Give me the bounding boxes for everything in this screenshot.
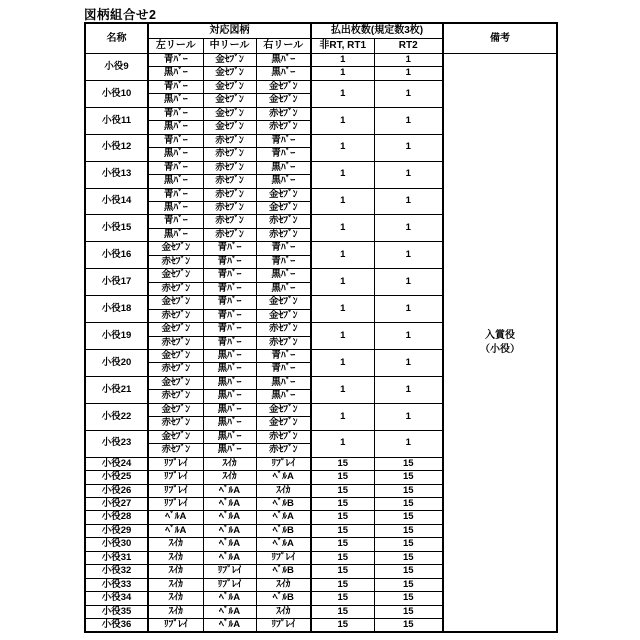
left-reel-symbol-cell: 黒ﾊﾞｰ bbox=[148, 201, 203, 214]
middle-reel-symbol-cell: ｽｲｶ bbox=[203, 471, 256, 484]
role-name-cell: 小役16 bbox=[85, 242, 148, 269]
right-reel-symbol-cell: 赤ｾﾌﾞﾝ bbox=[256, 444, 311, 457]
right-reel-symbol-cell: ﾍﾞﾙA bbox=[256, 511, 311, 524]
role-name-cell: 小役17 bbox=[85, 269, 148, 296]
middle-reel-symbol-cell: 黒ﾊﾞｰ bbox=[203, 430, 256, 443]
role-name-cell: 小役15 bbox=[85, 215, 148, 242]
right-reel-symbol-cell: ｽｲｶ bbox=[256, 578, 311, 591]
right-reel-symbol-cell: 赤ｾﾌﾞﾝ bbox=[256, 228, 311, 241]
payout-rt2-cell: 15 bbox=[374, 511, 443, 524]
column-header-right-reel: 右リール bbox=[256, 39, 311, 54]
left-reel-symbol-cell: 青ﾊﾞｰ bbox=[148, 80, 203, 93]
right-reel-symbol-cell: ﾍﾞﾙB bbox=[256, 497, 311, 510]
left-reel-symbol-cell: 金ｾﾌﾞﾝ bbox=[148, 403, 203, 416]
payout-rt2-cell: 1 bbox=[374, 376, 443, 403]
right-reel-symbol-cell: 青ﾊﾞｰ bbox=[256, 363, 311, 376]
left-reel-symbol-cell: ﾘﾌﾟﾚｲ bbox=[148, 457, 203, 470]
middle-reel-symbol-cell: 赤ｾﾌﾞﾝ bbox=[203, 175, 256, 188]
payout-non-rt-rt1-cell: 15 bbox=[311, 578, 374, 591]
right-reel-symbol-cell: ﾘﾌﾟﾚｲ bbox=[256, 551, 311, 564]
middle-reel-symbol-cell: ﾘﾌﾟﾚｲ bbox=[203, 565, 256, 578]
left-reel-symbol-cell: 金ｾﾌﾞﾝ bbox=[148, 296, 203, 309]
payout-non-rt-rt1-cell: 1 bbox=[311, 215, 374, 242]
left-reel-symbol-cell: ｽｲｶ bbox=[148, 551, 203, 564]
payout-non-rt-rt1-cell: 15 bbox=[311, 497, 374, 510]
right-reel-symbol-cell: 金ｾﾌﾞﾝ bbox=[256, 403, 311, 416]
right-reel-symbol-cell: ﾍﾞﾙA bbox=[256, 538, 311, 551]
role-name-cell: 小役18 bbox=[85, 296, 148, 323]
right-reel-symbol-cell: 黒ﾊﾞｰ bbox=[256, 161, 311, 174]
payout-rt2-cell: 1 bbox=[374, 67, 443, 80]
middle-reel-symbol-cell: ﾍﾞﾙA bbox=[203, 497, 256, 510]
right-reel-symbol-cell: 赤ｾﾌﾞﾝ bbox=[256, 121, 311, 134]
payout-rt2-cell: 15 bbox=[374, 457, 443, 470]
middle-reel-symbol-cell: 赤ｾﾌﾞﾝ bbox=[203, 201, 256, 214]
payout-rt2-cell: 15 bbox=[374, 605, 443, 618]
left-reel-symbol-cell: ｽｲｶ bbox=[148, 565, 203, 578]
right-reel-symbol-cell: 黒ﾊﾞｰ bbox=[256, 376, 311, 389]
column-header-payout-non-rt-rt1: 非RT, RT1 bbox=[311, 39, 374, 54]
left-reel-symbol-cell: 赤ｾﾌﾞﾝ bbox=[148, 363, 203, 376]
role-name-cell: 小役21 bbox=[85, 376, 148, 403]
payout-rt2-cell: 15 bbox=[374, 619, 443, 633]
combination-table-body bbox=[85, 54, 557, 633]
table-header bbox=[85, 23, 557, 54]
middle-reel-symbol-cell: ﾍﾞﾙA bbox=[203, 551, 256, 564]
left-reel-symbol-cell: 黒ﾊﾞｰ bbox=[148, 148, 203, 161]
right-reel-symbol-cell: 赤ｾﾌﾞﾝ bbox=[256, 430, 311, 443]
right-reel-symbol-cell: ﾍﾞﾙB bbox=[256, 592, 311, 605]
right-reel-symbol-cell: 青ﾊﾞｰ bbox=[256, 242, 311, 255]
middle-reel-symbol-cell: 青ﾊﾞｰ bbox=[203, 309, 256, 322]
payout-non-rt-rt1-cell: 1 bbox=[311, 107, 374, 134]
left-reel-symbol-cell: 黒ﾊﾞｰ bbox=[148, 67, 203, 80]
right-reel-symbol-cell: 金ｾﾌﾞﾝ bbox=[256, 188, 311, 201]
payout-non-rt-rt1-cell: 1 bbox=[311, 349, 374, 376]
left-reel-symbol-cell: 青ﾊﾞｰ bbox=[148, 54, 203, 67]
right-reel-symbol-cell: 黒ﾊﾞｰ bbox=[256, 390, 311, 403]
middle-reel-symbol-cell: ﾍﾞﾙA bbox=[203, 511, 256, 524]
left-reel-symbol-cell: 赤ｾﾌﾞﾝ bbox=[148, 309, 203, 322]
middle-reel-symbol-cell: 黒ﾊﾞｰ bbox=[203, 417, 256, 430]
left-reel-symbol-cell: 赤ｾﾌﾞﾝ bbox=[148, 417, 203, 430]
payout-non-rt-rt1-cell: 15 bbox=[311, 511, 374, 524]
left-reel-symbol-cell: 青ﾊﾞｰ bbox=[148, 215, 203, 228]
payout-rt2-cell: 1 bbox=[374, 269, 443, 296]
left-reel-symbol-cell: 金ｾﾌﾞﾝ bbox=[148, 242, 203, 255]
remarks-line: 入賞役 bbox=[485, 329, 516, 341]
middle-reel-symbol-cell: 赤ｾﾌﾞﾝ bbox=[203, 188, 256, 201]
right-reel-symbol-cell: 金ｾﾌﾞﾝ bbox=[256, 80, 311, 93]
role-name-cell: 小役31 bbox=[85, 551, 148, 564]
role-name-cell: 小役35 bbox=[85, 605, 148, 618]
right-reel-symbol-cell: 赤ｾﾌﾞﾝ bbox=[256, 215, 311, 228]
middle-reel-symbol-cell: 黒ﾊﾞｰ bbox=[203, 444, 256, 457]
middle-reel-symbol-cell: 黒ﾊﾞｰ bbox=[203, 376, 256, 389]
payout-non-rt-rt1-cell: 1 bbox=[311, 54, 374, 67]
middle-reel-symbol-cell: 青ﾊﾞｰ bbox=[203, 296, 256, 309]
middle-reel-symbol-cell: 黒ﾊﾞｰ bbox=[203, 390, 256, 403]
middle-reel-symbol-cell: 金ｾﾌﾞﾝ bbox=[203, 94, 256, 107]
payout-non-rt-rt1-cell: 1 bbox=[311, 242, 374, 269]
left-reel-symbol-cell: 黒ﾊﾞｰ bbox=[148, 175, 203, 188]
remarks-line: （小役） bbox=[480, 343, 521, 355]
symbol-combination-table bbox=[84, 22, 558, 633]
middle-reel-symbol-cell: 金ｾﾌﾞﾝ bbox=[203, 107, 256, 120]
payout-non-rt-rt1-cell: 1 bbox=[311, 323, 374, 350]
role-name-cell: 小役33 bbox=[85, 578, 148, 591]
middle-reel-symbol-cell: 青ﾊﾞｰ bbox=[203, 255, 256, 268]
left-reel-symbol-cell: ﾘﾌﾟﾚｲ bbox=[148, 471, 203, 484]
payout-rt2-cell: 15 bbox=[374, 484, 443, 497]
right-reel-symbol-cell: ｽｲｶ bbox=[256, 484, 311, 497]
payout-rt2-cell: 15 bbox=[374, 538, 443, 551]
middle-reel-symbol-cell: 赤ｾﾌﾞﾝ bbox=[203, 134, 256, 147]
role-name-cell: 小役10 bbox=[85, 80, 148, 107]
left-reel-symbol-cell: 金ｾﾌﾞﾝ bbox=[148, 323, 203, 336]
payout-non-rt-rt1-cell: 1 bbox=[311, 403, 374, 430]
left-reel-symbol-cell: ｽｲｶ bbox=[148, 578, 203, 591]
header-row-1 bbox=[85, 23, 557, 39]
payout-rt2-cell: 15 bbox=[374, 471, 443, 484]
right-reel-symbol-cell: 黒ﾊﾞｰ bbox=[256, 54, 311, 67]
payout-rt2-cell: 1 bbox=[374, 296, 443, 323]
payout-non-rt-rt1-cell: 15 bbox=[311, 484, 374, 497]
left-reel-symbol-cell: ｽｲｶ bbox=[148, 538, 203, 551]
right-reel-symbol-cell: 金ｾﾌﾞﾝ bbox=[256, 201, 311, 214]
payout-non-rt-rt1-cell: 15 bbox=[311, 592, 374, 605]
left-reel-symbol-cell: 黒ﾊﾞｰ bbox=[148, 228, 203, 241]
middle-reel-symbol-cell: 赤ｾﾌﾞﾝ bbox=[203, 148, 256, 161]
middle-reel-symbol-cell: 金ｾﾌﾞﾝ bbox=[203, 121, 256, 134]
right-reel-symbol-cell: 赤ｾﾌﾞﾝ bbox=[256, 336, 311, 349]
right-reel-symbol-cell: ﾍﾞﾙA bbox=[256, 471, 311, 484]
middle-reel-symbol-cell: 黒ﾊﾞｰ bbox=[203, 349, 256, 362]
payout-rt2-cell: 1 bbox=[374, 403, 443, 430]
left-reel-symbol-cell: ﾘﾌﾟﾚｲ bbox=[148, 619, 203, 633]
payout-non-rt-rt1-cell: 1 bbox=[311, 188, 374, 215]
column-header-middle-reel: 中リール bbox=[203, 39, 256, 54]
payout-non-rt-rt1-cell: 15 bbox=[311, 565, 374, 578]
middle-reel-symbol-cell: ﾍﾞﾙA bbox=[203, 619, 256, 633]
role-name-cell: 小役36 bbox=[85, 619, 148, 633]
payout-non-rt-rt1-cell: 15 bbox=[311, 551, 374, 564]
role-name-cell: 小役14 bbox=[85, 188, 148, 215]
payout-rt2-cell: 1 bbox=[374, 215, 443, 242]
column-header-left-reel: 左リール bbox=[148, 39, 203, 54]
left-reel-symbol-cell: ﾍﾞﾙA bbox=[148, 511, 203, 524]
right-reel-symbol-cell: ﾘﾌﾟﾚｲ bbox=[256, 619, 311, 633]
role-name-cell: 小役32 bbox=[85, 565, 148, 578]
right-reel-symbol-cell: 赤ｾﾌﾞﾝ bbox=[256, 323, 311, 336]
column-group-header-symbols: 対応図柄 bbox=[148, 23, 311, 39]
right-reel-symbol-cell: 黒ﾊﾞｰ bbox=[256, 269, 311, 282]
right-reel-symbol-cell: 青ﾊﾞｰ bbox=[256, 255, 311, 268]
payout-rt2-cell: 1 bbox=[374, 54, 443, 67]
payout-rt2-cell: 1 bbox=[374, 80, 443, 107]
role-name-cell: 小役12 bbox=[85, 134, 148, 161]
left-reel-symbol-cell: 金ｾﾌﾞﾝ bbox=[148, 430, 203, 443]
payout-rt2-cell: 1 bbox=[374, 242, 443, 269]
right-reel-symbol-cell: 黒ﾊﾞｰ bbox=[256, 67, 311, 80]
left-reel-symbol-cell: 金ｾﾌﾞﾝ bbox=[148, 349, 203, 362]
right-reel-symbol-cell: 黒ﾊﾞｰ bbox=[256, 282, 311, 295]
middle-reel-symbol-cell: 金ｾﾌﾞﾝ bbox=[203, 67, 256, 80]
role-name-cell: 小役11 bbox=[85, 107, 148, 134]
middle-reel-symbol-cell: 黒ﾊﾞｰ bbox=[203, 403, 256, 416]
middle-reel-symbol-cell: ﾍﾞﾙA bbox=[203, 605, 256, 618]
right-reel-symbol-cell: 黒ﾊﾞｰ bbox=[256, 175, 311, 188]
middle-reel-symbol-cell: 青ﾊﾞｰ bbox=[203, 336, 256, 349]
payout-non-rt-rt1-cell: 1 bbox=[311, 161, 374, 188]
role-name-cell: 小役30 bbox=[85, 538, 148, 551]
payout-rt2-cell: 15 bbox=[374, 524, 443, 537]
middle-reel-symbol-cell: ﾍﾞﾙA bbox=[203, 592, 256, 605]
right-reel-symbol-cell: ﾍﾞﾙB bbox=[256, 524, 311, 537]
payout-non-rt-rt1-cell: 15 bbox=[311, 538, 374, 551]
role-name-cell: 小役34 bbox=[85, 592, 148, 605]
middle-reel-symbol-cell: ｽｲｶ bbox=[203, 457, 256, 470]
right-reel-symbol-cell: 青ﾊﾞｰ bbox=[256, 148, 311, 161]
role-name-cell: 小役24 bbox=[85, 457, 148, 470]
left-reel-symbol-cell: 黒ﾊﾞｰ bbox=[148, 121, 203, 134]
payout-rt2-cell: 1 bbox=[374, 134, 443, 161]
left-reel-symbol-cell: 黒ﾊﾞｰ bbox=[148, 94, 203, 107]
right-reel-symbol-cell: 金ｾﾌﾞﾝ bbox=[256, 309, 311, 322]
middle-reel-symbol-cell: 青ﾊﾞｰ bbox=[203, 282, 256, 295]
left-reel-symbol-cell: 金ｾﾌﾞﾝ bbox=[148, 269, 203, 282]
role-name-cell: 小役20 bbox=[85, 349, 148, 376]
payout-rt2-cell: 15 bbox=[374, 578, 443, 591]
payout-rt2-cell: 15 bbox=[374, 592, 443, 605]
role-name-cell: 小役25 bbox=[85, 471, 148, 484]
column-group-header-payout: 払出枚数(規定数3枚) bbox=[311, 23, 443, 39]
payout-non-rt-rt1-cell: 15 bbox=[311, 524, 374, 537]
left-reel-symbol-cell: ﾍﾞﾙA bbox=[148, 524, 203, 537]
left-reel-symbol-cell: ﾘﾌﾟﾚｲ bbox=[148, 484, 203, 497]
left-reel-symbol-cell: 青ﾊﾞｰ bbox=[148, 134, 203, 147]
right-reel-symbol-cell: ｽｲｶ bbox=[256, 605, 311, 618]
payout-non-rt-rt1-cell: 1 bbox=[311, 430, 374, 457]
middle-reel-symbol-cell: 青ﾊﾞｰ bbox=[203, 323, 256, 336]
table-row bbox=[85, 54, 557, 67]
payout-non-rt-rt1-cell: 1 bbox=[311, 67, 374, 80]
payout-rt2-cell: 15 bbox=[374, 551, 443, 564]
middle-reel-symbol-cell: 黒ﾊﾞｰ bbox=[203, 363, 256, 376]
role-name-cell: 小役29 bbox=[85, 524, 148, 537]
middle-reel-symbol-cell: 青ﾊﾞｰ bbox=[203, 242, 256, 255]
role-name-cell: 小役27 bbox=[85, 497, 148, 510]
column-header-payout-rt2: RT2 bbox=[374, 39, 443, 54]
payout-non-rt-rt1-cell: 1 bbox=[311, 376, 374, 403]
left-reel-symbol-cell: 青ﾊﾞｰ bbox=[148, 161, 203, 174]
payout-rt2-cell: 1 bbox=[374, 430, 443, 457]
payout-rt2-cell: 1 bbox=[374, 107, 443, 134]
role-name-cell: 小役22 bbox=[85, 403, 148, 430]
middle-reel-symbol-cell: 青ﾊﾞｰ bbox=[203, 269, 256, 282]
left-reel-symbol-cell: 赤ｾﾌﾞﾝ bbox=[148, 255, 203, 268]
right-reel-symbol-cell: 赤ｾﾌﾞﾝ bbox=[256, 107, 311, 120]
left-reel-symbol-cell: 青ﾊﾞｰ bbox=[148, 188, 203, 201]
payout-non-rt-rt1-cell: 15 bbox=[311, 619, 374, 633]
right-reel-symbol-cell: 金ｾﾌﾞﾝ bbox=[256, 296, 311, 309]
payout-rt2-cell: 15 bbox=[374, 497, 443, 510]
left-reel-symbol-cell: 赤ｾﾌﾞﾝ bbox=[148, 336, 203, 349]
middle-reel-symbol-cell: 金ｾﾌﾞﾝ bbox=[203, 80, 256, 93]
role-name-cell: 小役26 bbox=[85, 484, 148, 497]
column-header-name: 名称 bbox=[85, 23, 148, 54]
right-reel-symbol-cell: ﾘﾌﾟﾚｲ bbox=[256, 457, 311, 470]
remarks-cell bbox=[443, 54, 557, 633]
left-reel-symbol-cell: ｽｲｶ bbox=[148, 592, 203, 605]
payout-rt2-cell: 1 bbox=[374, 349, 443, 376]
role-name-cell: 小役13 bbox=[85, 161, 148, 188]
left-reel-symbol-cell: 青ﾊﾞｰ bbox=[148, 107, 203, 120]
payout-non-rt-rt1-cell: 1 bbox=[311, 269, 374, 296]
middle-reel-symbol-cell: ﾘﾌﾟﾚｲ bbox=[203, 578, 256, 591]
role-name-cell: 小役23 bbox=[85, 430, 148, 457]
payout-rt2-cell: 1 bbox=[374, 323, 443, 350]
middle-reel-symbol-cell: 赤ｾﾌﾞﾝ bbox=[203, 228, 256, 241]
left-reel-symbol-cell: 赤ｾﾌﾞﾝ bbox=[148, 282, 203, 295]
payout-rt2-cell: 15 bbox=[374, 565, 443, 578]
column-header-remarks: 備考 bbox=[443, 23, 557, 54]
middle-reel-symbol-cell: ﾍﾞﾙA bbox=[203, 538, 256, 551]
payout-non-rt-rt1-cell: 15 bbox=[311, 457, 374, 470]
payout-non-rt-rt1-cell: 1 bbox=[311, 296, 374, 323]
payout-non-rt-rt1-cell: 1 bbox=[311, 80, 374, 107]
right-reel-symbol-cell: 青ﾊﾞｰ bbox=[256, 134, 311, 147]
middle-reel-symbol-cell: ﾍﾞﾙA bbox=[203, 524, 256, 537]
right-reel-symbol-cell: 金ｾﾌﾞﾝ bbox=[256, 94, 311, 107]
left-reel-symbol-cell: 赤ｾﾌﾞﾝ bbox=[148, 390, 203, 403]
middle-reel-symbol-cell: 赤ｾﾌﾞﾝ bbox=[203, 215, 256, 228]
left-reel-symbol-cell: 赤ｾﾌﾞﾝ bbox=[148, 444, 203, 457]
role-name-cell: 小役19 bbox=[85, 323, 148, 350]
payout-non-rt-rt1-cell: 15 bbox=[311, 471, 374, 484]
middle-reel-symbol-cell: 金ｾﾌﾞﾝ bbox=[203, 54, 256, 67]
page-title: 図柄組合せ2 bbox=[84, 8, 157, 22]
left-reel-symbol-cell: ﾘﾌﾟﾚｲ bbox=[148, 497, 203, 510]
left-reel-symbol-cell: 金ｾﾌﾞﾝ bbox=[148, 376, 203, 389]
right-reel-symbol-cell: 青ﾊﾞｰ bbox=[256, 349, 311, 362]
middle-reel-symbol-cell: 赤ｾﾌﾞﾝ bbox=[203, 161, 256, 174]
left-reel-symbol-cell: ｽｲｶ bbox=[148, 605, 203, 618]
role-name-cell: 小役28 bbox=[85, 511, 148, 524]
payout-non-rt-rt1-cell: 1 bbox=[311, 134, 374, 161]
role-name-cell: 小役9 bbox=[85, 54, 148, 81]
middle-reel-symbol-cell: ﾍﾞﾙA bbox=[203, 484, 256, 497]
payout-rt2-cell: 1 bbox=[374, 161, 443, 188]
payout-non-rt-rt1-cell: 15 bbox=[311, 605, 374, 618]
payout-rt2-cell: 1 bbox=[374, 188, 443, 215]
right-reel-symbol-cell: ﾍﾞﾙB bbox=[256, 565, 311, 578]
right-reel-symbol-cell: 金ｾﾌﾞﾝ bbox=[256, 417, 311, 430]
